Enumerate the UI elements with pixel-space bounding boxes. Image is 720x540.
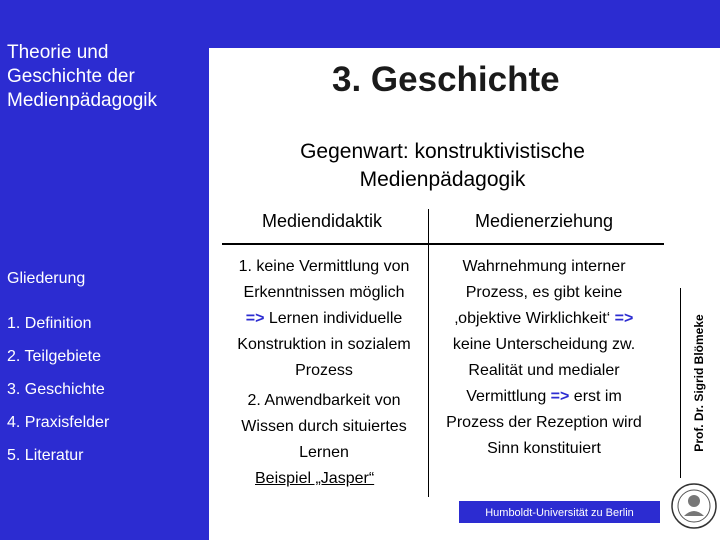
- text-fragment: erst im: [569, 388, 622, 405]
- text-line: 1. keine Vermittlung von: [238, 258, 410, 275]
- text-line: keine Unterscheidung zw.: [452, 336, 636, 353]
- text-line: Sinn konstituiert: [487, 440, 601, 457]
- slide-heading: [220, 138, 665, 194]
- text-fragment: ‚objektive Wirklichkeit‘: [454, 310, 615, 327]
- arrow-symbol: =>: [245, 310, 265, 327]
- text-line: 2. Anwendbarkeit von: [247, 392, 401, 409]
- outline-item-literatur[interactable]: 5. Literatur: [7, 447, 84, 464]
- slide-heading-line1: Gegenwart: konstruktivistische: [300, 140, 585, 163]
- outline-item-geschichte[interactable]: 3. Geschichte: [7, 381, 105, 398]
- arrow-symbol: =>: [550, 388, 570, 405]
- sidebar: [0, 0, 209, 540]
- slide-heading-line2: Medienpädagogik: [359, 168, 526, 191]
- header-title-box: [209, 48, 720, 124]
- text-fragment: Vermittlung: [466, 388, 551, 405]
- text-line: [430, 384, 658, 410]
- arrow-symbol: =>: [614, 310, 634, 327]
- institution-footer: Humboldt-Universität zu Berlin: [459, 501, 660, 523]
- author-label: [682, 288, 716, 478]
- mediendidaktik-point-1: [222, 254, 426, 384]
- text-line: Prozess der Rezeption wird: [446, 414, 642, 431]
- text-line: Wahrnehmung interner: [462, 258, 626, 275]
- example-jasper-link[interactable]: Beispiel „Jasper“: [255, 470, 375, 487]
- text-line: Erkenntnissen möglich: [243, 284, 405, 301]
- outline-heading: Gliederung: [7, 270, 86, 287]
- outline-item-praxisfelder[interactable]: 4. Praxisfelder: [7, 414, 110, 431]
- header-band: [209, 0, 720, 124]
- text-line: [222, 306, 426, 332]
- col-header-medienerziehung: Medienerziehung: [474, 211, 614, 231]
- outline-item-definition[interactable]: 1. Definition: [7, 315, 92, 332]
- mediendidaktik-point-2: [222, 388, 426, 466]
- outline-list: [7, 314, 109, 479]
- section-title: 3. Geschichte: [332, 60, 560, 99]
- text-line: Konstruktion in sozialem: [237, 336, 411, 353]
- text-line: Realität und medialer: [468, 362, 620, 379]
- table-column-divider: [428, 209, 429, 497]
- university-seal-icon: [670, 480, 718, 532]
- medienerziehung-text: [430, 254, 658, 462]
- author-name: Prof. Dr. Sigrid Blömeke: [692, 314, 706, 452]
- course-title: Theorie und Geschichte der Medienpädagogik: [7, 42, 158, 111]
- outline-item-teilgebiete[interactable]: 2. Teilgebiete: [7, 348, 101, 365]
- author-divider: [680, 288, 681, 478]
- text-line: Prozess, es gibt keine: [465, 284, 623, 301]
- col-header-mediendidaktik: Mediendidaktik: [261, 211, 383, 231]
- text-line: Prozess: [295, 362, 353, 379]
- text-fragment: Lernen individuelle: [264, 310, 403, 327]
- table-header-rule: [222, 243, 664, 245]
- text-line: Lernen: [299, 444, 349, 461]
- text-line: [430, 306, 658, 332]
- text-line: Wissen durch situiertes: [241, 418, 407, 435]
